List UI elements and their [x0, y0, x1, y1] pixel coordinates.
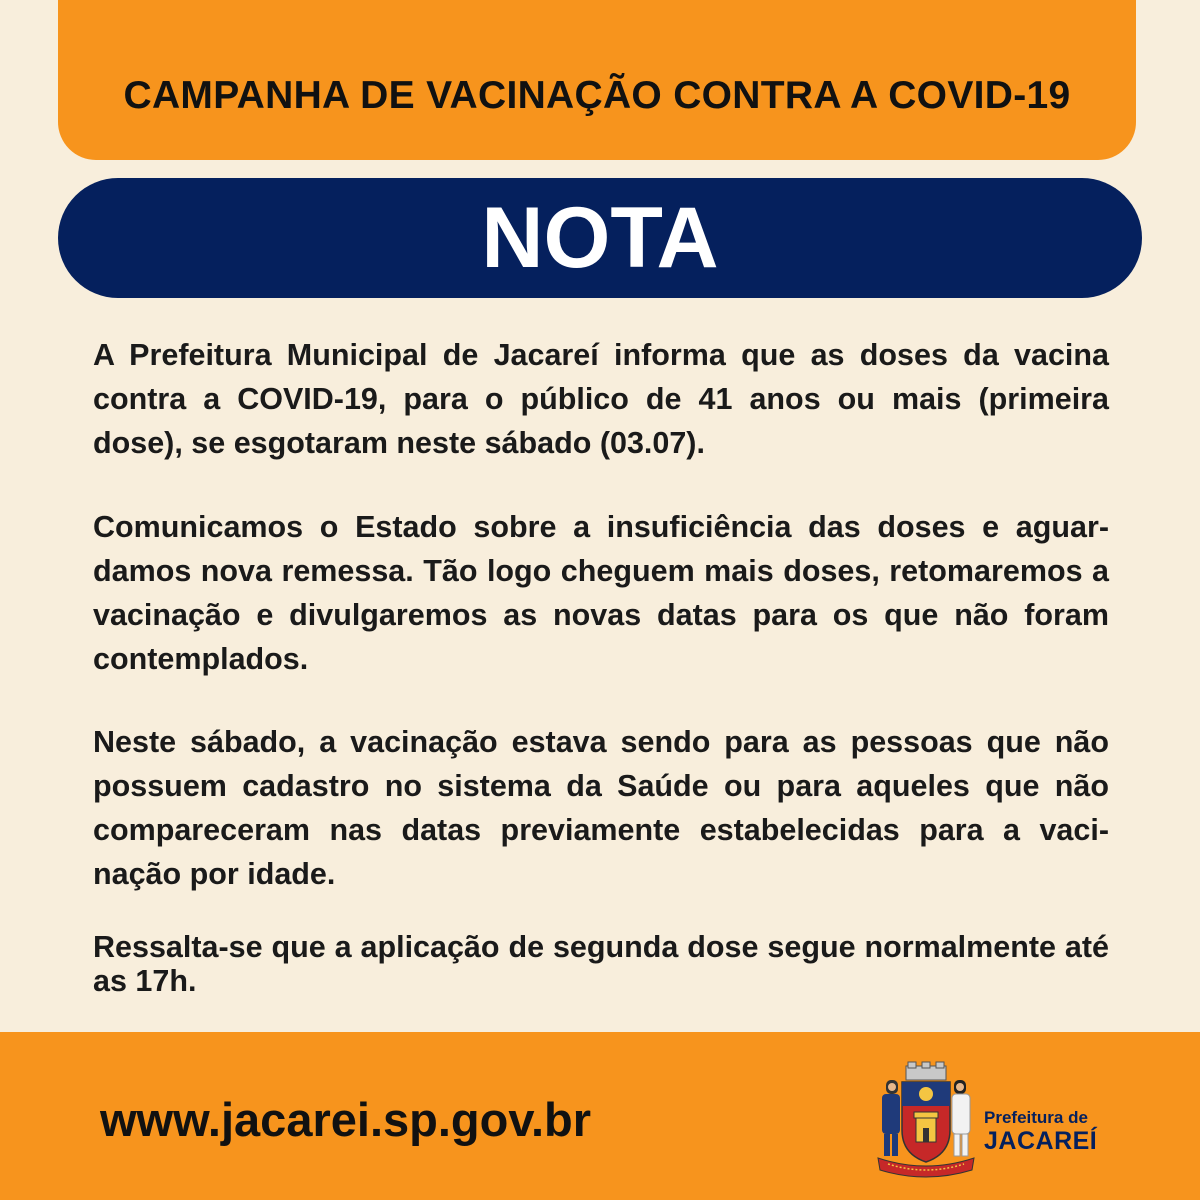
paragraph-nova-remessa: Comunicamos o Estado sobre a insuficiência das doses e aguardamos nova remessa. Tão logo cheguem mais doses, retomaremos a vacinação e divulgaremos as novas datas para os que não foram contemplados.	[93, 510, 1109, 676]
paragraph-sem-cadastro: Neste sábado, a vacinação estava sendo para as pessoas que não possuem cadastro no sistema da Saúde ou para aqueles que não compareceram nas datas previamente estabelecidas para a vacinação por idade.	[93, 725, 1109, 891]
prefeitura-logo-text	[984, 1108, 1097, 1154]
logo-line-jacarei: JACAREÍ	[984, 1127, 1098, 1155]
top-banner	[58, 0, 1136, 160]
campaign-title: CAMPANHA DE VACINAÇÃO CONTRA A COVID-19	[123, 74, 1071, 117]
paragraph-segunda-dose: Ressalta-se que a aplicação de segunda dose segue normalmente até as 17h.	[93, 930, 1109, 998]
nota-banner	[58, 178, 1142, 298]
website-link[interactable]: www.jacarei.sp.gov.br	[100, 1093, 592, 1146]
nota-title: NOTA	[481, 190, 719, 286]
logo-line-prefeitura: Prefeitura de	[984, 1108, 1088, 1127]
city-coat-of-arms-icon	[872, 1060, 980, 1184]
paragraph-doses-esgotadas: A Prefeitura Municipal de Jacareí informa que as doses da vacina contra a COVID-19, para o público de 41 anos ou mais (primeira dose), se esgotaram neste sábado (03.07).	[93, 338, 1109, 460]
footer-bar	[0, 1032, 1200, 1200]
